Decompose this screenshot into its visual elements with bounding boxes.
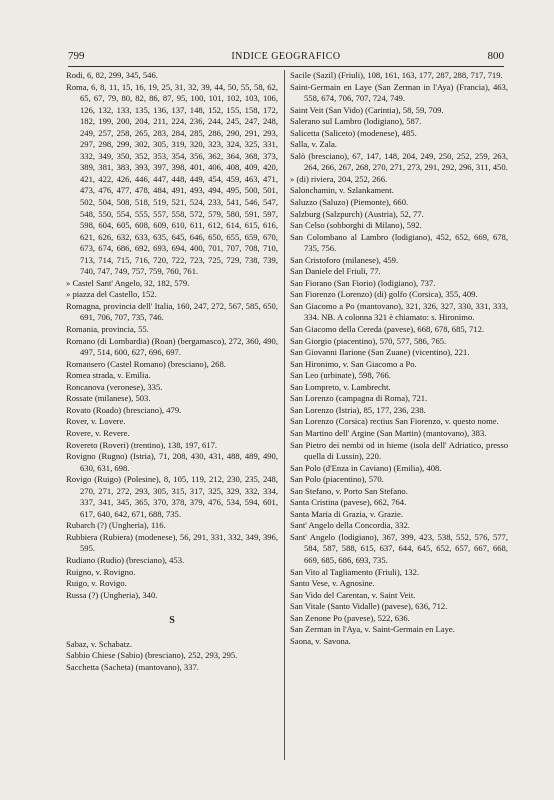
section-letter: S: [169, 615, 175, 627]
index-entry: Saluzzo (Saluzo) (Piemonte), 660.: [290, 197, 409, 208]
index-entry: Roncanova (veronese), 335.: [66, 381, 163, 392]
index-entry: Santa Maria di Grazia, v. Grazie.: [290, 508, 404, 519]
index-entry: San Polo (d'Enza in Caviano) (Emilia), 408.: [290, 462, 442, 473]
index-entry: » piazza del Castello, 152.: [66, 289, 157, 300]
right-entry-list: [290, 70, 508, 647]
index-entry: San Fiorenzo (Lorenzo) (di) golfo (Corsica), 355, 409.: [290, 289, 478, 300]
index-entry: Rovato (Roado) (bresciano), 479.: [66, 404, 182, 415]
index-entry: Salzburg (Salzpurch) (Austria), 52, 77.: [290, 208, 424, 219]
index-entry: San Zenone Po (pavese), 522, 636.: [290, 612, 410, 623]
index-entry: Russa (?) (Ungheria), 340.: [66, 589, 158, 600]
index-entry: San Lorenzo (Corsica) rectius San Fiorenzo, v. questo nome.: [290, 416, 499, 427]
running-title: INDICE GEOGRAFICO: [231, 51, 341, 62]
index-entry: San Giacomo della Cereda (pavese), 668, 678, 685, 712.: [290, 324, 485, 335]
index-entry: Sabaz, v. Schabatz.: [66, 638, 133, 649]
index-entry: Romano (di Lombardia) (Roan) (bergamasco), 272, 360, 490, 497, 514, 600, 627, 696, 697.: [66, 335, 278, 358]
index-entry: Rovere, v. Revere.: [66, 427, 130, 438]
index-entry: San Stefano, v. Porto San Stefano.: [290, 485, 408, 496]
page-number-right: 800: [487, 50, 504, 62]
right-column: [290, 70, 508, 770]
index-entry: Romania, provincia, 55.: [66, 324, 149, 335]
index-entry: San Vitale (Santo Vidalle) (pavese), 636, 712.: [290, 601, 448, 612]
index-entry: Romea strada, v. Emilia.: [66, 370, 151, 381]
index-entry: Saona, v. Savona.: [290, 635, 351, 646]
index-entry: San Polo (piacentino), 570.: [290, 474, 384, 485]
index-entry: Roma, 6, 8, 11, 15, 16, 19, 25, 31, 32, 39, 44, 50, 55, 58, 62, 65, 67, 79, 80, 82, 86, 87, 95, 100, 101, 102, 103, 106, 126, 132, 133, 135, 136, 137, 148, 152, 155, 158, 172, 182, 199, 200, 204, 211, 224, 236, 244, 245, 247, 248, 249, 257, 258, 265, 283, 284, 285, 286, 290, 291, 293, 297, 298, 299, 302, 305, 319, 320, 323, 324, 325, 331, 332, 349, 350, 352, 353, 354, 356, 362, 364, 368, 373, 389, 381, 383, 393, 397, 398, 401, 406, 408, 409, 420, 421, 422, 426, 446, 447, 448, 449, 454, 459, 463, 471, 473, 476, 477, 478, 484, 491, 493, 494, 495, 500, 501, 502, 504, 508, 518, 519, 521, 524, 233, 541, 546, 547, 548, 550, 554, 555, 557, 558, 572, 579, 580, 591, 597, 598, 604, 605, 608, 609, 610, 611, 612, 614, 615, 616, 621, 626, 632, 633, 635, 645, 646, 650, 655, 659, 670, 673, 674, 686, 692, 693, 694, 400, 701, 707, 708, 710, 713, 714, 715, 716, 720, 722, 723, 725, 729, 738, 739, 740, 747, 749, 757, 759, 760, 761.: [66, 81, 278, 277]
index-entry: Salonchamin, v. Szlankament.: [290, 185, 394, 196]
index-entry: San Vido del Carentan, v. Saint Veit.: [290, 589, 416, 600]
index-entry: San Hironimo, v. San Giacomo a Po.: [290, 358, 417, 369]
index-entry: Salerano sul Lambro (lodigiano), 587.: [290, 116, 422, 127]
index-entry: Saint-Germain en Laye (San Zerman in l'Aya) (Francia), 463, 558, 674, 706, 707, 724, 749.: [290, 81, 508, 104]
index-entry: Sabbio Chiese (Sabio) (bresciano), 252, 293, 295.: [66, 650, 238, 661]
index-entry: San Lorenzo (campagna di Roma), 721.: [290, 393, 428, 404]
left-entry-list: [66, 70, 278, 601]
index-entry: Salicetta (Saliceto) (modenese), 485.: [290, 127, 417, 138]
index-entry: Rovigno (Rugno) (Istria), 71, 208, 430, 431, 488, 489, 490, 630, 631, 698.: [66, 451, 278, 473]
column-divider: [284, 70, 285, 760]
index-entry: » Castel Sant' Angelo, 32, 182, 579.: [66, 277, 190, 288]
index-entry: » (di) riviera, 204, 252, 266.: [290, 173, 388, 184]
index-entry: San Celso (sobborghi di Milano), 592.: [290, 220, 422, 231]
index-entry: San Colombano al Lambro (lodigiano), 452, 652, 669, 678, 735, 756.: [290, 231, 508, 254]
index-entry: San Giovanni Ilarione (San Zuane) (vicentino), 221.: [290, 347, 470, 358]
header-rule: [68, 66, 504, 67]
index-entry: San Zerman in l'Aya, v. Saint-Germain en Laye.: [290, 624, 455, 635]
index-entry: Rovereto (Roveri) (trentino), 138, 197, 617.: [66, 439, 218, 450]
index-entry: Salla, v. Zala.: [290, 139, 337, 150]
index-entry: Santa Cristina (pavese), 662, 764.: [290, 497, 407, 508]
index-entry: Santo Vese, v. Agnosine.: [290, 578, 375, 589]
index-entry: San Leo (urbinate), 598, 766.: [290, 370, 391, 381]
page-number-left: 799: [68, 50, 85, 62]
index-entry: Romansero (Castel Romano) (bresciano), 268.: [66, 358, 226, 369]
index-entry: San Giorgio (piacentino), 570, 577, 586, 765.: [290, 335, 447, 346]
left-column: [66, 70, 278, 770]
index-entry: Sacile (Sazil) (Friuli), 108, 161, 163, 177, 287, 288, 717, 719.: [290, 70, 503, 80]
index-entry: Saint Veit (San Vido) (Carintia), 58, 59, 709.: [290, 104, 444, 115]
index-entry: San Cristoforo (milanese), 459.: [290, 254, 399, 265]
index-entry: Ruigo, v. Rovigo.: [66, 578, 127, 589]
index-entry: Rossate (milanese), 503.: [66, 393, 151, 404]
index-entry: Sant' Angelo (lodigiano), 367, 399, 423, 538, 552, 576, 577, 584, 587, 588, 615, 637, 644, 645, 652, 657, 667, 668, 669, 685, 686, 693, 735.: [290, 531, 508, 565]
index-entry: Rubbiera (Rubiera) (modenese), 56, 291, 331, 332, 349, 396, 595.: [66, 531, 278, 554]
index-entry: San Vito al Tagliamento (Friuli), 132.: [290, 566, 420, 577]
index-entry: Rodi, 6, 82, 299, 345, 546.: [66, 70, 158, 80]
index-entry: San Lorenzo (Istria), 85, 177, 236, 238.: [290, 404, 426, 415]
index-entry: San Daniele del Friuli, 77.: [290, 266, 381, 277]
left-s-entry-list: [66, 639, 278, 674]
index-entry: San Pietro dei nembi od in hieme (isola dell' Adriatico, presso quella di Lussin), 220.: [290, 439, 508, 462]
index-entry: Sacchetta (Sacheta) (mantovano), 337.: [66, 661, 199, 672]
index-entry: Rover, v. Lovere.: [66, 416, 126, 427]
index-entry: Rudiano (Rudio) (bresciano), 453.: [66, 554, 185, 565]
index-entry: San Fiorano (San Fiorio) (lodigiano), 737.: [290, 277, 436, 288]
page-header: [68, 50, 504, 66]
index-entry: Rovigo (Ruigo) (Polesine), 8, 105, 119, 212, 230, 235, 248, 270, 271, 272, 293, 305, 315, 317, 325, 329, 332, 334, 337, 341, 345, 365, 370, 378, 379, 476, 534, 594, 601, 617, 640, 642, 671, 688, 735.: [66, 474, 278, 519]
index-entry: San Lompreto, v. Lambrecht.: [290, 381, 391, 392]
index-entry: Salò (bresciano), 67, 147, 148, 204, 249, 250, 252, 259, 263, 264, 266, 267, 268, 270, 271, 273, 291, 292, 296, 311, 450.: [290, 150, 508, 173]
index-entry: Rubarch (?) (Ungheria), 116.: [66, 520, 166, 531]
index-entry: San Giacomo a Po (mantovano), 321, 326, 327, 330, 331, 333, 334. NB. A colonna 321 è chiamato: s. Hironimo.: [290, 300, 508, 323]
index-entry: Sant' Angelo della Concordia, 332.: [290, 520, 410, 531]
index-entry: Ruigno, v. Rovigno.: [66, 566, 136, 577]
index-entry: San Martino dell' Argine (San Martin) (mantovano), 383.: [290, 427, 487, 438]
index-entry: Romagna, provincia dell' Italia, 160, 247, 272, 567, 585, 650, 691, 706, 707, 735, 746.: [66, 300, 278, 323]
